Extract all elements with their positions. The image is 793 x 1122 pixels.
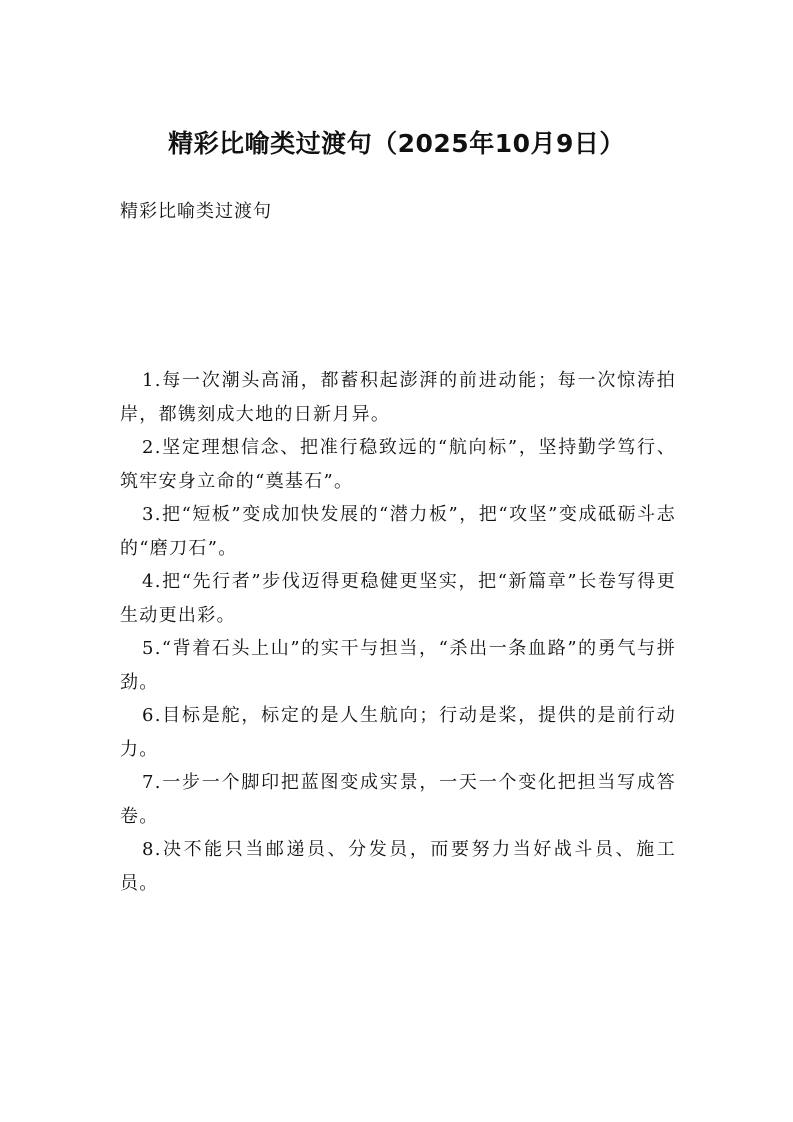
sentence-list (120, 364, 676, 900)
list-item: 2.坚定理想信念、把准行稳致远的“航向标”，坚持勤学笃行、筑牢安身立命的“奠基石”。 (120, 437, 676, 492)
document-subtitle: 精彩比喻类过渡句 (120, 201, 272, 222)
list-item: 5.“背着石头上山”的实干与担当，“杀出一条血路”的勇气与拼劲。 (120, 638, 676, 693)
list-item: 8.决不能只当邮递员、分发员，而要努力当好战斗员、施工员。 (120, 839, 676, 894)
document-title: 精彩比喻类过渡句（2025年10月9日） (168, 129, 625, 158)
list-item: 6.目标是舵，标定的是人生航向；行动是桨，提供的是前行动力。 (120, 705, 676, 760)
list-item: 4.把“先行者”步伐迈得更稳健更坚实，把“新篇章”长卷写得更生动更出彩。 (120, 571, 676, 626)
list-item: 7.一步一个脚印把蓝图变成实景，一天一个变化把担当写成答卷。 (120, 772, 676, 827)
list-item: 3.把“短板”变成加快发展的“潜力板”，把“攻坚”变成砥砺斗志的“磨刀石”。 (120, 504, 676, 559)
list-item: 1.每一次潮头高涌，都蓄积起澎湃的前进动能；每一次惊涛拍岸，都镌刻成大地的日新月异。 (120, 370, 676, 425)
